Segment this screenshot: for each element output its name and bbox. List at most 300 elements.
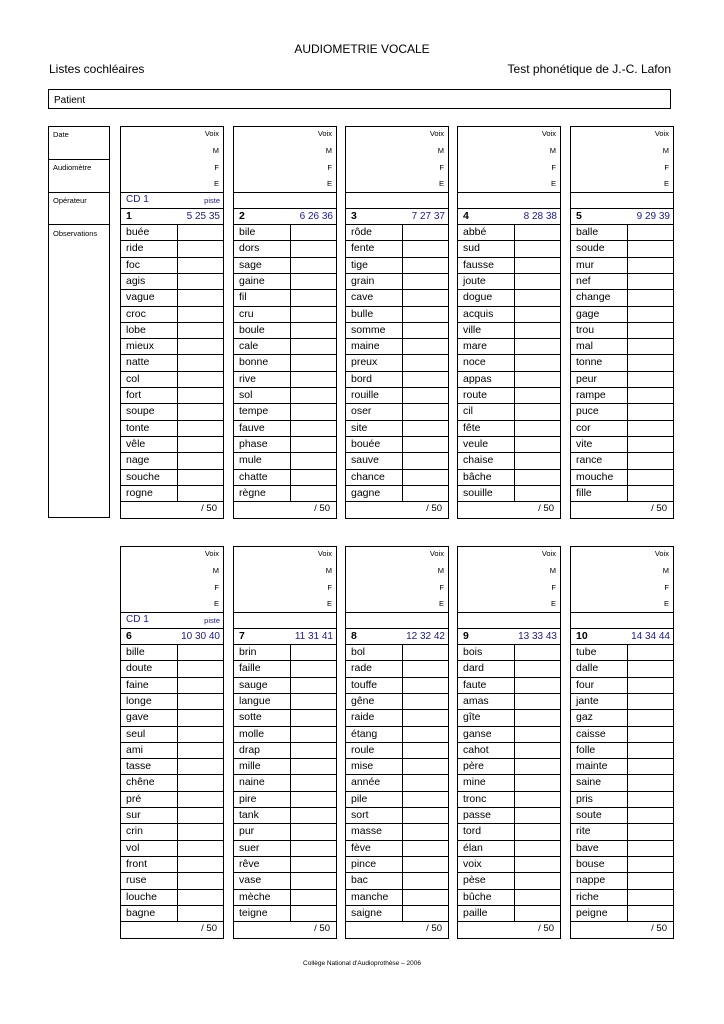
word-row: [346, 742, 448, 758]
divider: [458, 126, 560, 127]
answer-cell[interactable]: [627, 225, 628, 241]
answer-cell[interactable]: [514, 404, 515, 420]
word: pré: [126, 792, 142, 805]
answer-cell[interactable]: [177, 759, 178, 775]
answer-cell[interactable]: [402, 890, 403, 906]
track-numbers: 14 34 44: [631, 631, 670, 642]
answer-cell[interactable]: [290, 404, 291, 420]
answer-cell[interactable]: [177, 274, 178, 290]
answer-cell[interactable]: [177, 890, 178, 906]
answer-cell[interactable]: [627, 792, 628, 808]
list-number: 1: [126, 210, 132, 222]
answer-cell[interactable]: [290, 743, 291, 759]
answer-cell[interactable]: [514, 388, 515, 404]
answer-cell[interactable]: [177, 323, 178, 339]
word: peigne: [576, 906, 608, 919]
word: bois: [463, 646, 483, 658]
answer-cell[interactable]: [627, 453, 628, 469]
word: fausse: [463, 258, 494, 271]
word-row: [234, 791, 336, 807]
word: sol: [239, 389, 253, 401]
voice-f: F: [214, 583, 219, 592]
word: rôde: [351, 226, 373, 238]
word: cor: [576, 421, 591, 434]
answer-cell[interactable]: [627, 274, 628, 290]
word-row: [234, 306, 336, 322]
word-row: [571, 758, 673, 774]
word-row: [121, 403, 223, 419]
answer-cell[interactable]: [177, 710, 178, 726]
answer-cell[interactable]: [177, 841, 178, 857]
track-numbers: 11 31 41: [294, 631, 333, 642]
word: fête: [463, 421, 481, 434]
answer-cell[interactable]: [177, 225, 178, 241]
answer-cell[interactable]: [514, 824, 515, 840]
answer-cell[interactable]: [514, 743, 515, 759]
answer-cell[interactable]: [627, 775, 628, 791]
word: gave: [126, 711, 149, 724]
answer-cell[interactable]: [402, 873, 403, 889]
answer-cell[interactable]: [177, 355, 178, 371]
answer-cell[interactable]: [402, 792, 403, 808]
answer-cell[interactable]: [402, 453, 403, 469]
answer-cell[interactable]: [402, 372, 403, 388]
answer-cell[interactable]: [290, 486, 291, 502]
voice-f: F: [551, 163, 556, 172]
answer-cell[interactable]: [627, 710, 628, 726]
answer-cell[interactable]: [402, 274, 403, 290]
answer-cell[interactable]: [627, 372, 628, 388]
answer-cell[interactable]: [402, 743, 403, 759]
answer-cell[interactable]: [290, 906, 291, 922]
word: gêne: [351, 694, 375, 707]
answer-cell[interactable]: [514, 339, 515, 355]
answer-cell[interactable]: [514, 437, 515, 453]
answer-cell[interactable]: [627, 743, 628, 759]
answer-cell[interactable]: [177, 290, 178, 306]
answer-cell[interactable]: [177, 388, 178, 404]
answer-cell[interactable]: [514, 225, 515, 241]
score-label: / 50: [314, 503, 330, 515]
word-list-10: [570, 546, 674, 939]
answer-cell[interactable]: [627, 486, 628, 502]
answer-cell[interactable]: [514, 421, 515, 437]
answer-cell[interactable]: [177, 470, 178, 486]
word-row: [121, 905, 223, 921]
answer-cell[interactable]: [290, 661, 291, 677]
answer-cell[interactable]: [402, 421, 403, 437]
answer-cell[interactable]: [627, 339, 628, 355]
answer-cell[interactable]: [402, 258, 403, 274]
word-row: [346, 791, 448, 807]
answer-cell[interactable]: [177, 808, 178, 824]
word-row: [571, 644, 673, 660]
answer-cell[interactable]: [627, 857, 628, 873]
answer-cell[interactable]: [402, 727, 403, 743]
answer-cell[interactable]: [627, 323, 628, 339]
word: maine: [351, 340, 380, 353]
answer-cell[interactable]: [177, 404, 178, 420]
answer-cell[interactable]: [290, 890, 291, 906]
answer-cell[interactable]: [290, 241, 291, 257]
answer-cell[interactable]: [627, 258, 628, 274]
word-row: [458, 660, 560, 676]
word: mainte: [576, 760, 608, 773]
word: chatte: [239, 470, 268, 483]
answer-cell[interactable]: [627, 437, 628, 453]
answer-cell[interactable]: [290, 307, 291, 323]
word: balle: [576, 226, 599, 238]
word-row: [234, 338, 336, 354]
word: faine: [126, 678, 149, 691]
piste-label: piste: [204, 196, 220, 205]
answer-cell[interactable]: [177, 453, 178, 469]
word-row: [121, 387, 223, 403]
word-list-3: [345, 126, 449, 519]
answer-cell[interactable]: [177, 824, 178, 840]
word: cil: [463, 405, 473, 418]
word: voix: [463, 857, 482, 870]
answer-cell[interactable]: [514, 873, 515, 889]
answer-cell[interactable]: [402, 225, 403, 241]
answer-cell[interactable]: [402, 824, 403, 840]
answer-cell[interactable]: [177, 906, 178, 922]
answer-cell[interactable]: [290, 372, 291, 388]
answer-cell[interactable]: [402, 290, 403, 306]
answer-cell[interactable]: [627, 307, 628, 323]
word: foc: [126, 258, 141, 271]
answer-cell[interactable]: [177, 372, 178, 388]
divider: [571, 628, 673, 629]
answer-cell[interactable]: [177, 437, 178, 453]
word-row: [571, 742, 673, 758]
divider: [346, 501, 448, 502]
word-row: [121, 224, 223, 240]
word-row: [458, 726, 560, 742]
answer-cell[interactable]: [514, 372, 515, 388]
voice-e: E: [663, 179, 669, 188]
answer-cell[interactable]: [514, 727, 515, 743]
answer-cell[interactable]: [402, 388, 403, 404]
word: dalle: [576, 662, 599, 675]
list-number: 8: [351, 630, 357, 642]
answer-cell[interactable]: [627, 421, 628, 437]
word-row: [571, 660, 673, 676]
answer-cell[interactable]: [177, 857, 178, 873]
voice-e: E: [213, 599, 219, 608]
answer-cell[interactable]: [514, 274, 515, 290]
answer-cell[interactable]: [514, 355, 515, 371]
answer-cell[interactable]: [177, 873, 178, 889]
answer-cell[interactable]: [290, 323, 291, 339]
word-row: [234, 709, 336, 725]
word: amas: [463, 694, 489, 707]
word-row: [458, 257, 560, 273]
answer-cell[interactable]: [402, 307, 403, 323]
voice-e: E: [326, 599, 332, 608]
answer-cell[interactable]: [290, 727, 291, 743]
word: cale: [239, 340, 259, 353]
answer-cell[interactable]: [290, 453, 291, 469]
word: caisse: [576, 727, 606, 740]
word-row: [121, 807, 223, 823]
answer-cell[interactable]: [402, 661, 403, 677]
answer-cell[interactable]: [402, 339, 403, 355]
answer-cell[interactable]: [514, 808, 515, 824]
word: règne: [239, 486, 266, 499]
word: touffe: [351, 678, 378, 691]
answer-cell[interactable]: [177, 486, 178, 502]
answer-cell[interactable]: [177, 694, 178, 710]
answer-cell[interactable]: [290, 645, 291, 661]
answer-cell[interactable]: [627, 678, 628, 694]
answer-cell[interactable]: [290, 339, 291, 355]
voice-label: Voix: [317, 549, 332, 558]
answer-cell[interactable]: [627, 241, 628, 257]
answer-cell[interactable]: [514, 678, 515, 694]
answer-cell[interactable]: [627, 388, 628, 404]
answer-cell[interactable]: [177, 339, 178, 355]
answer-cell[interactable]: [514, 258, 515, 274]
answer-cell[interactable]: [177, 678, 178, 694]
answer-cell[interactable]: [514, 486, 515, 502]
word-row: [571, 791, 673, 807]
answer-cell[interactable]: [290, 470, 291, 486]
answer-cell[interactable]: [402, 437, 403, 453]
word: chaise: [463, 454, 494, 467]
answer-cell[interactable]: [627, 290, 628, 306]
answer-cell[interactable]: [290, 678, 291, 694]
answer-cell[interactable]: [290, 437, 291, 453]
word: manche: [351, 890, 389, 903]
answer-cell[interactable]: [290, 841, 291, 857]
cd-label: CD 1: [126, 194, 149, 205]
answer-cell[interactable]: [514, 323, 515, 339]
answer-cell[interactable]: [290, 873, 291, 889]
word: route: [463, 389, 487, 401]
voice-label: Voix: [204, 549, 219, 558]
answer-cell[interactable]: [402, 404, 403, 420]
word-row: [571, 273, 673, 289]
answer-cell[interactable]: [290, 388, 291, 404]
divider: [121, 921, 223, 922]
divider: [346, 921, 448, 922]
word-row: [458, 420, 560, 436]
answer-cell[interactable]: [627, 470, 628, 486]
answer-cell[interactable]: [177, 307, 178, 323]
word: sauge: [239, 678, 268, 691]
answer-cell[interactable]: [290, 824, 291, 840]
word-row: [234, 726, 336, 742]
voice-label: Voix: [204, 129, 219, 138]
word: tasse: [126, 760, 152, 773]
answer-cell[interactable]: [177, 661, 178, 677]
track-numbers: 13 33 43: [518, 631, 557, 642]
word-row: [234, 452, 336, 468]
word-row: [121, 485, 223, 501]
answer-cell[interactable]: [627, 890, 628, 906]
answer-cell[interactable]: [514, 841, 515, 857]
answer-cell[interactable]: [402, 645, 403, 661]
track-numbers: 5 25 35: [186, 211, 220, 222]
word-row: [346, 840, 448, 856]
answer-cell[interactable]: [627, 727, 628, 743]
answer-cell[interactable]: [402, 241, 403, 257]
answer-cell[interactable]: [290, 857, 291, 873]
word-row: [571, 677, 673, 693]
word-row: [346, 889, 448, 905]
word: mur: [576, 258, 595, 271]
patient-field[interactable]: [48, 89, 671, 109]
answer-cell[interactable]: [627, 873, 628, 889]
word: boule: [239, 323, 265, 336]
word-row: [571, 905, 673, 921]
word: pince: [351, 857, 377, 870]
word-row: [458, 289, 560, 305]
answer-cell[interactable]: [627, 661, 628, 677]
word-row: [571, 306, 673, 322]
answer-cell[interactable]: [514, 890, 515, 906]
answer-cell[interactable]: [177, 258, 178, 274]
answer-cell[interactable]: [514, 906, 515, 922]
answer-cell[interactable]: [290, 355, 291, 371]
answer-cell[interactable]: [290, 775, 291, 791]
answer-cell[interactable]: [627, 808, 628, 824]
answer-cell[interactable]: [402, 678, 403, 694]
word: ride: [126, 242, 144, 255]
answer-cell[interactable]: [514, 775, 515, 791]
answer-cell[interactable]: [402, 355, 403, 371]
answer-cell[interactable]: [514, 857, 515, 873]
answer-cell[interactable]: [177, 727, 178, 743]
answer-cell[interactable]: [627, 906, 628, 922]
answer-cell[interactable]: [402, 775, 403, 791]
answer-cell[interactable]: [290, 694, 291, 710]
word-row: [121, 693, 223, 709]
word-row: [346, 807, 448, 823]
word-row: [458, 693, 560, 709]
word: gaz: [576, 711, 593, 724]
answer-cell[interactable]: [402, 759, 403, 775]
word: croc: [126, 307, 146, 320]
word: bile: [239, 226, 256, 238]
answer-cell[interactable]: [177, 775, 178, 791]
answer-cell[interactable]: [290, 258, 291, 274]
word-row: [121, 840, 223, 856]
divider: [234, 501, 336, 502]
answer-cell[interactable]: [402, 323, 403, 339]
answer-cell[interactable]: [514, 241, 515, 257]
answer-cell[interactable]: [177, 421, 178, 437]
word-row: [346, 677, 448, 693]
answer-cell[interactable]: [514, 792, 515, 808]
word: rance: [576, 454, 603, 467]
word-row: [121, 354, 223, 370]
word-row: [458, 322, 560, 338]
word: nef: [576, 274, 591, 287]
answer-cell[interactable]: [290, 710, 291, 726]
answer-cell[interactable]: [514, 470, 515, 486]
answer-cell[interactable]: [627, 841, 628, 857]
word-row: [121, 709, 223, 725]
answer-cell[interactable]: [514, 645, 515, 661]
answer-cell[interactable]: [402, 470, 403, 486]
divider: [121, 628, 223, 629]
word-row: [234, 403, 336, 419]
word: sotte: [239, 711, 262, 724]
word-row: [234, 289, 336, 305]
answer-cell[interactable]: [627, 824, 628, 840]
answer-cell[interactable]: [402, 841, 403, 857]
word-row: [234, 774, 336, 790]
answer-cell[interactable]: [402, 710, 403, 726]
answer-cell[interactable]: [290, 421, 291, 437]
answer-cell[interactable]: [290, 225, 291, 241]
word: chance: [351, 470, 385, 483]
answer-cell[interactable]: [514, 694, 515, 710]
word-row: [121, 240, 223, 256]
answer-cell[interactable]: [627, 645, 628, 661]
page-title: AUDIOMETRIE VOCALE: [294, 42, 430, 56]
answer-cell[interactable]: [514, 290, 515, 306]
word: rive: [239, 372, 256, 385]
word-row: [234, 677, 336, 693]
word: folle: [576, 743, 596, 756]
voice-f: F: [214, 163, 219, 172]
word-row: [346, 485, 448, 501]
answer-cell[interactable]: [627, 355, 628, 371]
score-label: / 50: [538, 923, 554, 935]
answer-cell[interactable]: [177, 241, 178, 257]
divider: [458, 208, 560, 209]
answer-cell[interactable]: [290, 290, 291, 306]
answer-cell[interactable]: [514, 759, 515, 775]
answer-cell[interactable]: [514, 710, 515, 726]
answer-cell[interactable]: [290, 759, 291, 775]
answer-cell[interactable]: [290, 274, 291, 290]
answer-cell[interactable]: [402, 694, 403, 710]
word: mule: [239, 454, 262, 467]
answer-cell[interactable]: [177, 743, 178, 759]
answer-cell[interactable]: [290, 792, 291, 808]
word-row: [121, 257, 223, 273]
answer-cell[interactable]: [402, 857, 403, 873]
answer-cell[interactable]: [627, 694, 628, 710]
answer-cell[interactable]: [514, 453, 515, 469]
word-row: [458, 774, 560, 790]
divider: [121, 546, 223, 547]
answer-cell[interactable]: [627, 759, 628, 775]
word-row: [346, 436, 448, 452]
answer-cell[interactable]: [402, 906, 403, 922]
answer-cell[interactable]: [290, 808, 291, 824]
answer-cell[interactable]: [514, 307, 515, 323]
answer-cell[interactable]: [177, 792, 178, 808]
word-row: [234, 872, 336, 888]
word: noce: [463, 356, 486, 369]
word-row: [458, 485, 560, 501]
word: élan: [463, 841, 483, 854]
answer-cell[interactable]: [627, 404, 628, 420]
answer-cell[interactable]: [514, 661, 515, 677]
word-row: [234, 742, 336, 758]
answer-cell[interactable]: [402, 486, 403, 502]
word-row: [571, 452, 673, 468]
answer-cell[interactable]: [402, 808, 403, 824]
word-row: [346, 257, 448, 273]
answer-cell[interactable]: [177, 645, 178, 661]
word: pire: [239, 792, 257, 805]
